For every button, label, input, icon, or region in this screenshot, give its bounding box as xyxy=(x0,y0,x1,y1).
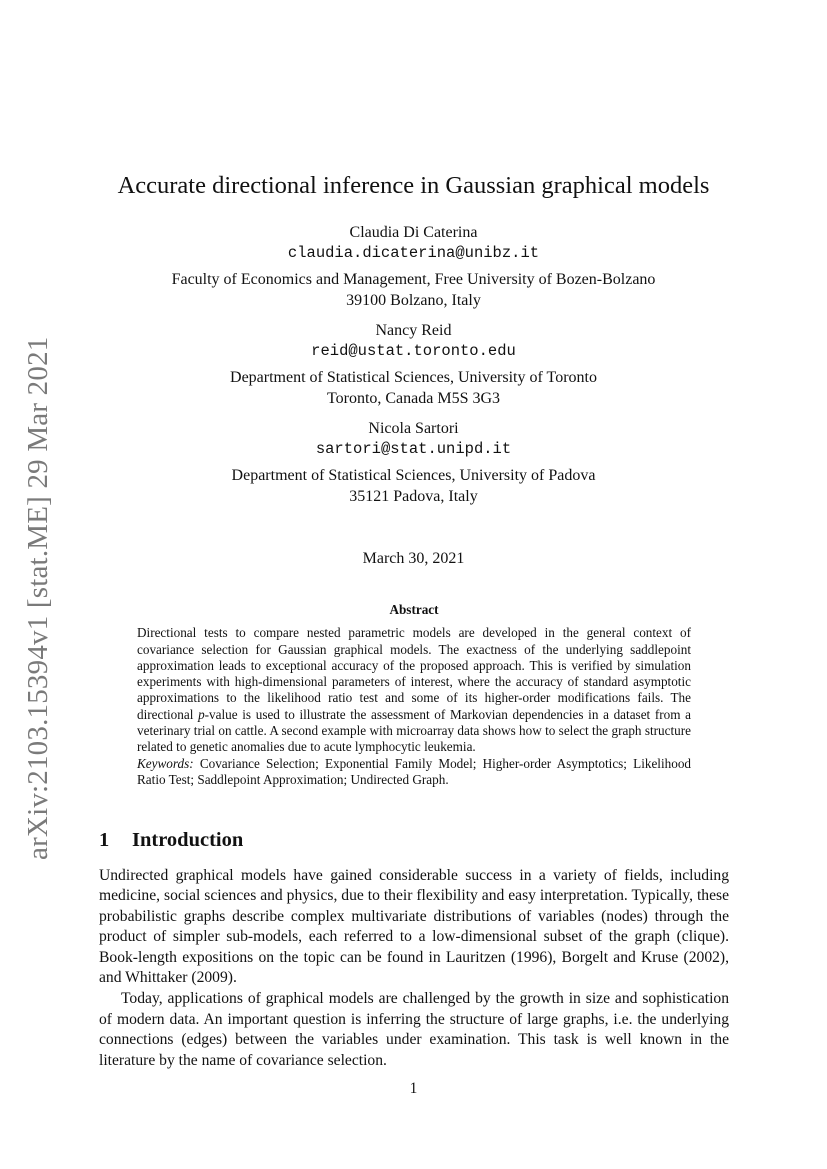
arxiv-identifier-stamp: arXiv:2103.15394v1 [stat.ME] 29 Mar 2021 xyxy=(22,336,54,860)
section-title: Introduction xyxy=(132,829,244,851)
author-email: sartori@stat.unipd.it xyxy=(315,440,512,458)
abstract-text xyxy=(137,625,691,755)
abstract-text-part1: Directional tests to compare nested parametric models are developed in the general context of covariance selection for Gaussian graphical models. The exactness of the underlying saddlepoint approximation leads to exceptional accuracy of the proposed approach. This is verified by simulation experiments with high-dimensional parameters of interest, where the accuracy of standard asymptotic approximations to the likelihood ratio test and some of its higher-order modifications fails. The directional xyxy=(137,625,691,722)
intro-paragraph-2: Today, applications of graphical models are challenged by the growth in size and sophistication of modern data. An important question is inferring the structure of large graphs, i.e. the underlying connections (edges) between the variables under examination. This task is well known in the literature by the name of covariance selection. xyxy=(99,990,729,1069)
introduction-body xyxy=(99,866,729,1071)
author-affiliation: Department of Statistical Sciences, University of Padova xyxy=(231,467,596,484)
page-number: 1 xyxy=(409,1080,418,1097)
author-affiliation: Faculty of Economics and Management, Free University of Bozen-Bolzano xyxy=(171,271,656,288)
section-heading-introduction xyxy=(99,829,243,852)
keywords-list: Covariance Selection; Exponential Family Model; Higher-order Asymptotics; Likelihood Ratio Test; Saddlepoint Approximation; Undirected Graph. xyxy=(137,755,692,787)
abstract-text-part2: -value is used to illustrate the assessment of Markovian dependencies in a dataset from a veterinary trial on cattle. A second example with microarray data shows how to select the graph structure related to genetic anomalies due to acute lymphocytic leukemia. xyxy=(137,706,692,755)
author-address: Toronto, Canada M5S 3G3 xyxy=(326,390,501,407)
author-email: claudia.dicaterina@unibz.it xyxy=(287,244,540,262)
author-affiliation: Department of Statistical Sciences, University of Toronto xyxy=(230,369,597,386)
abstract-body xyxy=(137,625,691,788)
author-name: Claudia Di Caterina xyxy=(349,224,478,241)
publication-date: March 30, 2021 xyxy=(362,550,465,567)
author-address: 39100 Bolzano, Italy xyxy=(346,292,481,309)
author-name: Nancy Reid xyxy=(375,322,452,339)
intro-paragraph-1: Undirected graphical models have gained considerable success in a variety of fields, including medicine, social sciences and physics, due to their flexibility and easy interpretation. Typically, these probabilistic graphs describe complex multivariate distributions of variables (nodes) through the product of simpler sub-models, each referred to a low-dimensional subset of the graph (clique). Book-length expositions on the topic can be found in Lauritzen (1996), Borgelt and Kruse (2002), and Whittaker (2009). xyxy=(99,867,729,987)
abstract-heading: Abstract xyxy=(389,602,439,617)
author-block-1 xyxy=(0,222,827,311)
paper-title: Accurate directional inference in Gaussian graphical models xyxy=(117,172,710,199)
abstract-section xyxy=(137,602,691,788)
author-email: reid@ustat.toronto.edu xyxy=(311,342,516,360)
section-number: 1 xyxy=(99,829,110,851)
keywords-label: Keywords: xyxy=(137,755,194,771)
author-block-3 xyxy=(0,418,827,507)
keywords-line xyxy=(137,756,691,789)
author-name: Nicola Sartori xyxy=(368,420,459,437)
abstract-p-symbol: p xyxy=(198,706,205,722)
author-address: 35121 Padova, Italy xyxy=(349,488,478,505)
author-block-2 xyxy=(0,320,827,409)
